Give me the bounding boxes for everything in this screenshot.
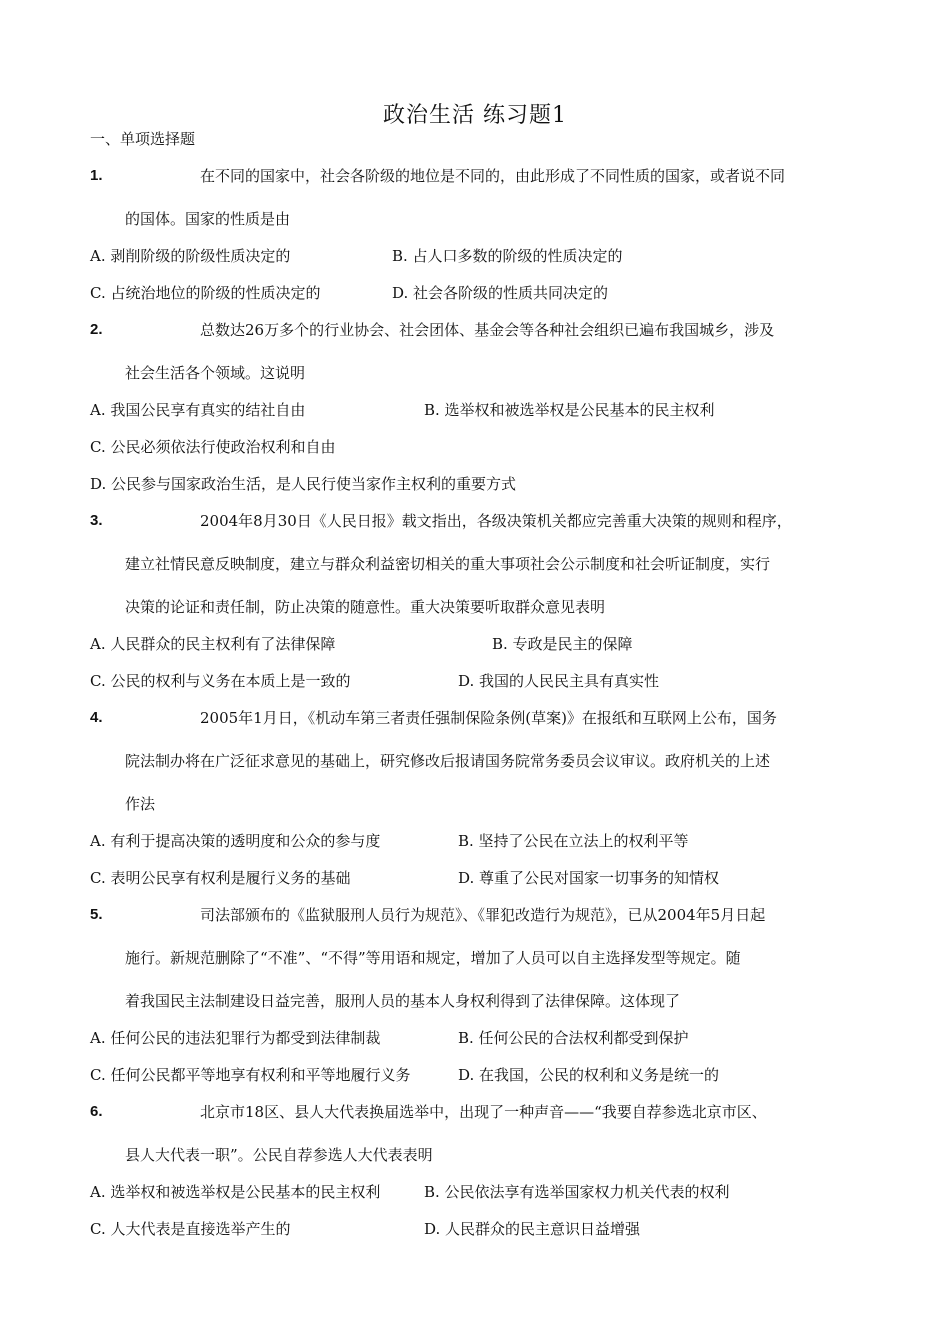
question-stem-line: 施行。新规范删除了“不准”、“不得”等用语和规定，增加了人员可以自主选择发型等规定。随: [125, 949, 741, 967]
option-b: B. 坚持了公民在立法上的权利平等: [458, 832, 689, 850]
option-c: C. 人大代表是直接选举产生的: [90, 1220, 291, 1238]
option-d: D. 我国的人民民主具有真实性: [458, 672, 660, 690]
option-b: B. 公民依法享有选举国家权力机关代表的权利: [424, 1183, 730, 1201]
question-stem-line: 的国体。国家的性质是由: [125, 210, 291, 228]
option-b: B. 选举权和被选举权是公民基本的民主权利: [424, 401, 715, 419]
question-stem-line: 司法部颁布的《监狱服刑人员行为规范》、《罪犯改造行为规范》，已从2004年5月日起: [200, 906, 766, 924]
question-stem-line: 社会生活各个领域。这说明: [125, 364, 306, 382]
question-number: 1.: [90, 167, 103, 184]
option-d: D. 人民群众的民主意识日益增强: [424, 1220, 641, 1238]
question-stem-line: 总数达26万多个的行业协会、社会团体、基金会等各种社会组织已遍布我国城乡，涉及: [200, 321, 775, 339]
option-b: B. 占人口多数的阶级的性质决定的: [392, 247, 623, 265]
option-b: B. 专政是民主的保障: [492, 635, 633, 653]
question-stem-line: 院法制办将在广泛征求意见的基础上，研究修改后报请国务院常务委员会议审议。政府机关的上述: [125, 752, 771, 770]
question-stem-line: 2004年8月30日《人民日报》载文指出，各级决策机关都应完善重大决策的规则和程序，: [200, 512, 792, 530]
option-c: C. 任何公民都平等地享有权利和平等地履行义务: [90, 1066, 411, 1084]
option-c: C. 占统治地位的阶级的性质决定的: [90, 284, 321, 302]
section-heading: 一、单项选择题: [90, 130, 196, 148]
question-number: 3.: [90, 512, 103, 529]
question-number: 2.: [90, 321, 103, 338]
option-a: A. 选举权和被选举权是公民基本的民主权利: [90, 1183, 381, 1201]
question-stem-line: 在不同的国家中，社会各阶级的地位是不同的，由此形成了不同性质的国家，或者说不同: [200, 167, 786, 185]
question-stem-line: 作法: [125, 795, 156, 813]
option-a: A. 任何公民的违法犯罪行为都受到法律制裁: [90, 1029, 381, 1047]
option-d: D. 公民参与国家政治生活，是人民行使当家作主权利的重要方式: [90, 475, 517, 493]
question-stem-line: 着我国民主法制建设日益完善，服刑人员的基本人身权利得到了法律保障。这体现了: [125, 992, 681, 1010]
option-d: D. 尊重了公民对国家一切事务的知情权: [458, 869, 720, 887]
question-number: 6.: [90, 1103, 103, 1120]
question-number: 4.: [90, 709, 103, 726]
option-d: D. 在我国，公民的权利和义务是统一的: [458, 1066, 720, 1084]
question-stem-line: 县人大代表一职”。公民自荐参选人大代表表明: [125, 1146, 433, 1164]
option-a: A. 剥削阶级的阶级性质决定的: [90, 247, 291, 265]
question-number: 5.: [90, 906, 103, 923]
option-a: A. 人民群众的民主权利有了法律保障: [90, 635, 336, 653]
option-a: A. 我国公民享有真实的结社自由: [90, 401, 306, 419]
option-c: C. 表明公民享有权利是履行义务的基础: [90, 869, 351, 887]
option-b: B. 任何公民的合法权利都受到保护: [458, 1029, 689, 1047]
question-stem-line: 决策的论证和责任制，防止决策的随意性。重大决策要听取群众意见表明: [125, 598, 606, 616]
question-stem-line: 建立社情民意反映制度，建立与群众利益密切相关的重大事项社会公示制度和社会听证制度，实行: [125, 555, 771, 573]
question-stem-line: 2005年1月日，《机动车第三者责任强制保险条例(草案)》在报纸和互联网上公布，国务: [200, 709, 777, 727]
option-a: A. 有利于提高决策的透明度和公众的参与度: [90, 832, 381, 850]
question-stem-line: 北京市18区、县人大代表换届选举中，出现了一种声音——“我要自荐参选北京市区、: [200, 1103, 767, 1121]
option-c: C. 公民必须依法行使政治权利和自由: [90, 438, 336, 456]
document-title: 政治生活 练习题1: [383, 103, 567, 128]
option-d: D. 社会各阶级的性质共同决定的: [392, 284, 609, 302]
option-c: C. 公民的权利与义务在本质上是一致的: [90, 672, 351, 690]
